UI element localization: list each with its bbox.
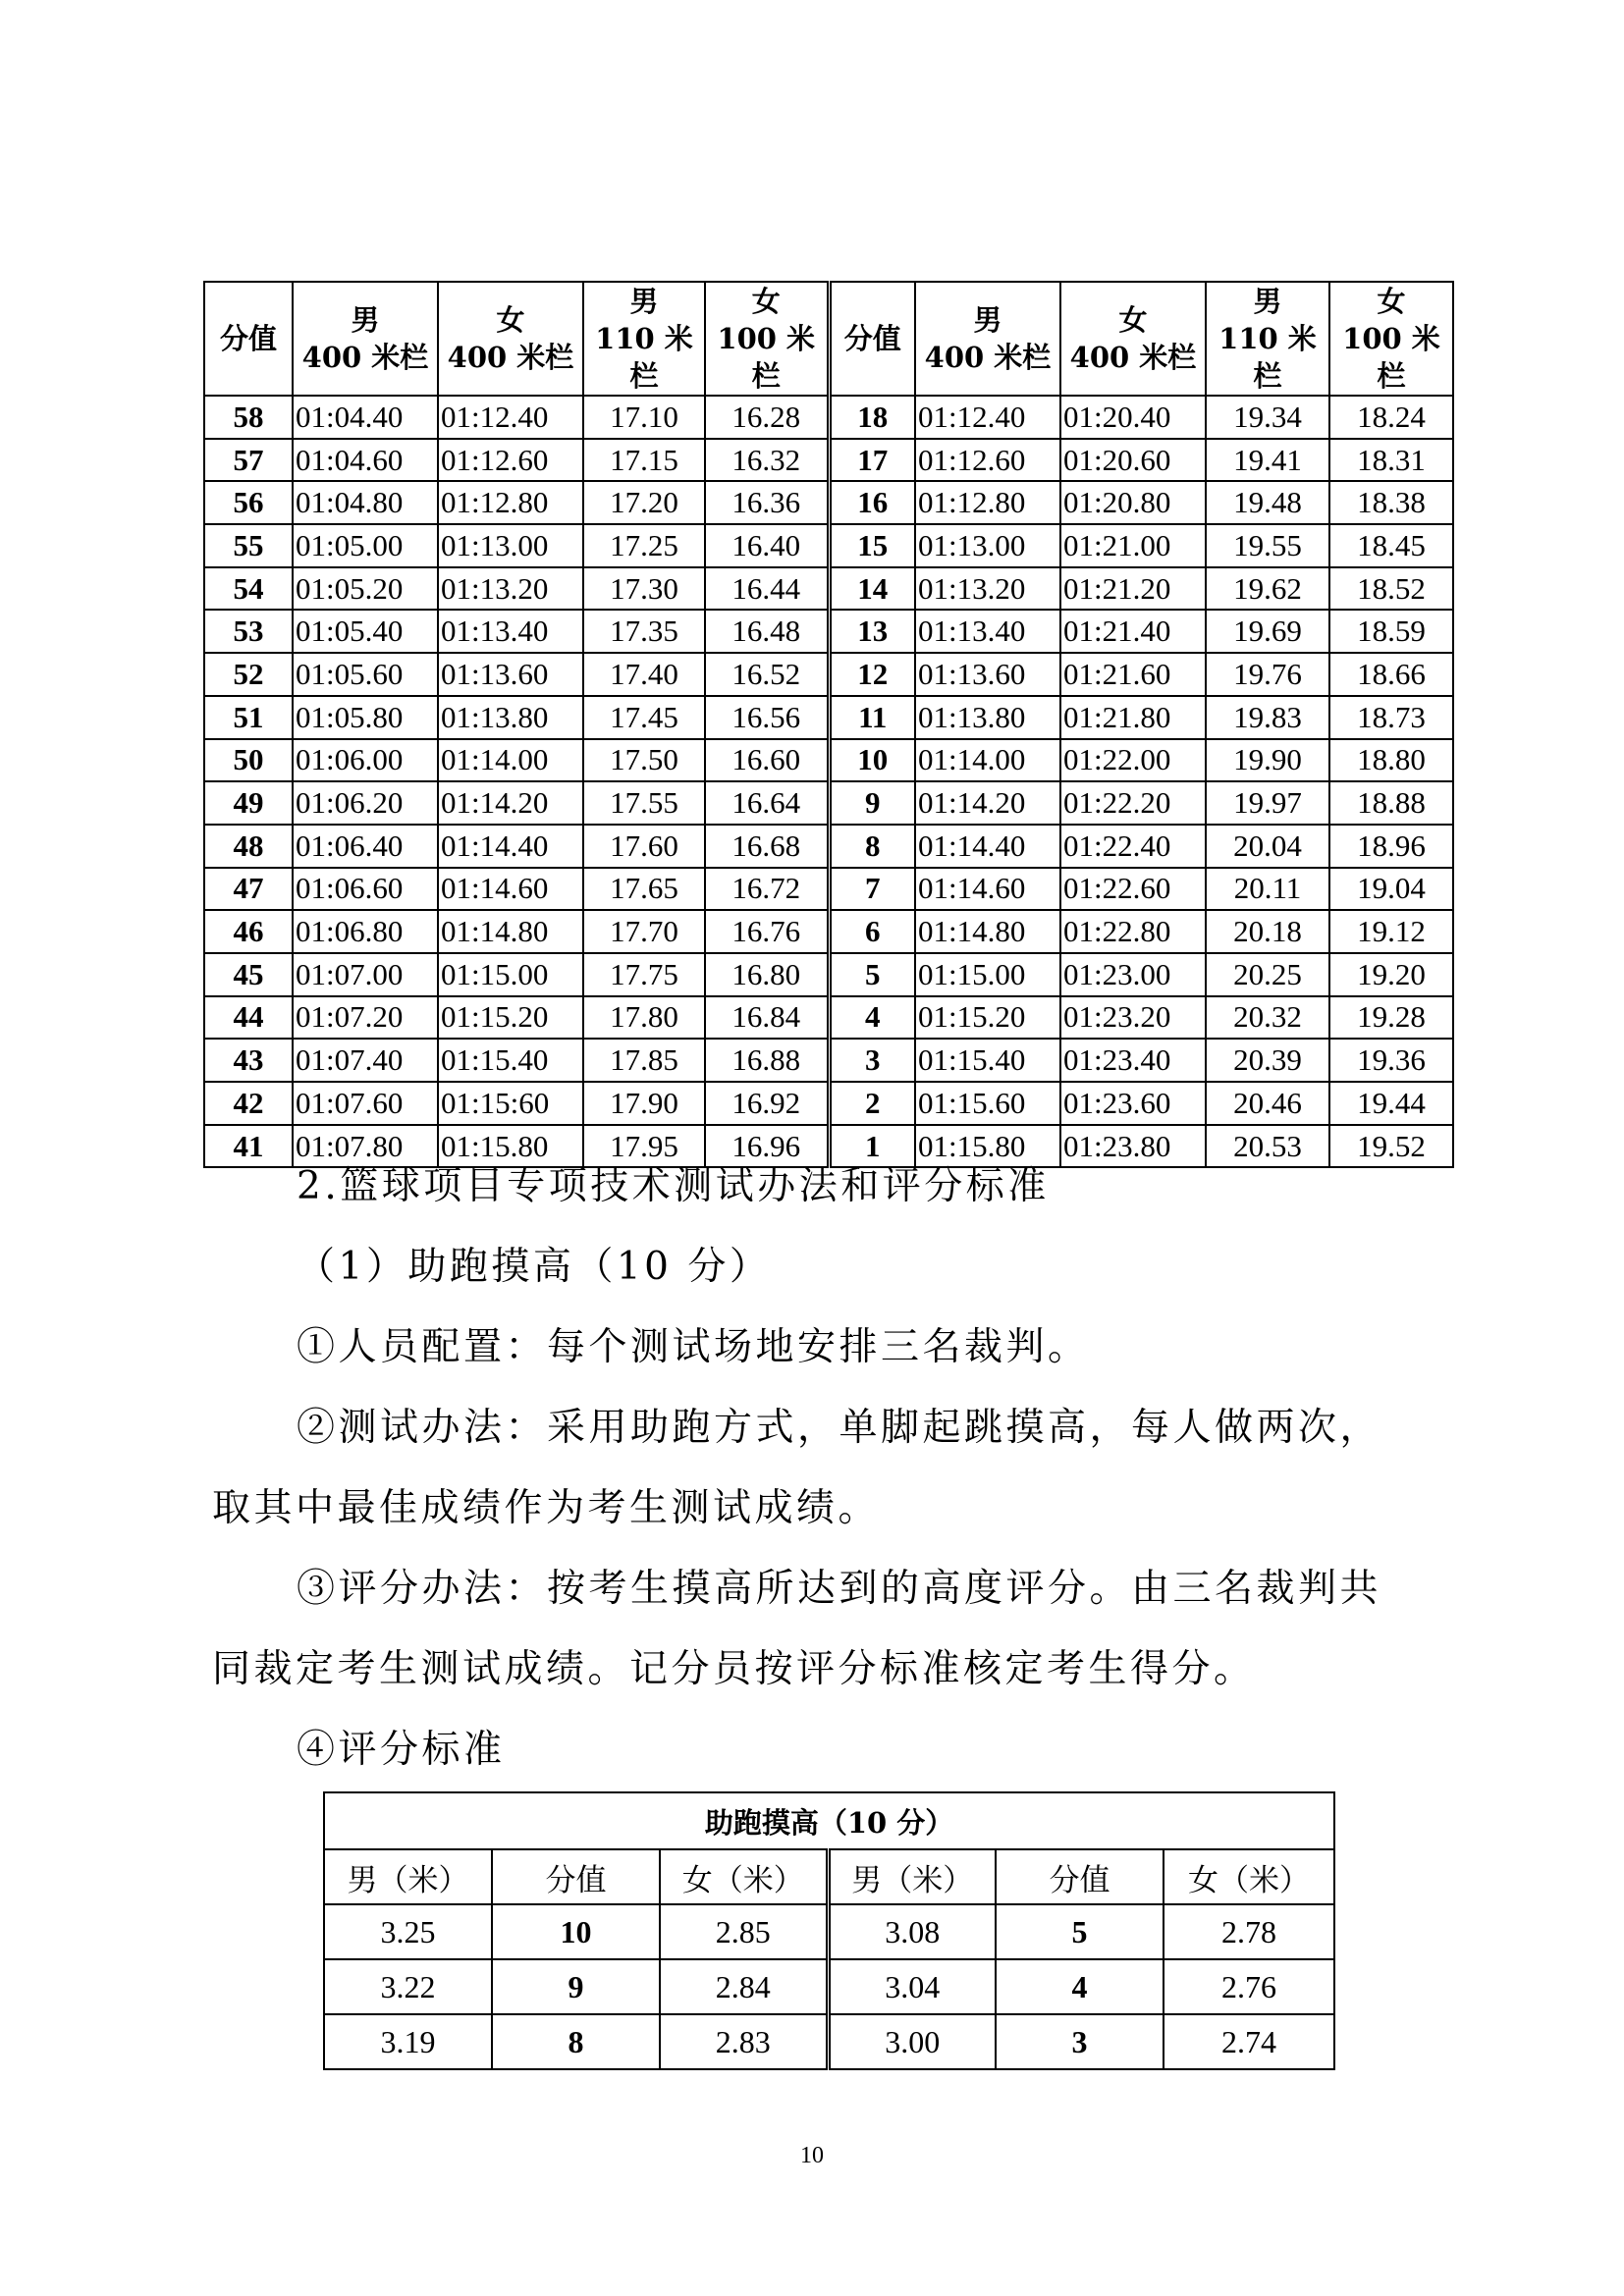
time-cell: 01:15.00: [438, 953, 583, 996]
time-cell: 01:06.80: [293, 910, 438, 953]
time-cell: 01:23.60: [1060, 1082, 1206, 1125]
score-cell: 7: [829, 868, 915, 911]
time-cell: 01:13.00: [915, 524, 1060, 567]
score-cell: 10: [829, 739, 915, 782]
table-row: [204, 910, 1453, 953]
time-cell: 01:22.40: [1060, 825, 1206, 868]
time-cell: 19.36: [1329, 1039, 1453, 1082]
score-cell: 1: [829, 1125, 915, 1168]
men-400m-hurdles-header: 男 400 米栏: [293, 282, 438, 396]
time-cell: 01:06.00: [293, 739, 438, 782]
time-cell: 17.80: [583, 996, 705, 1040]
time-cell: 20.32: [1206, 996, 1329, 1040]
time-cell: 01:14.80: [915, 910, 1060, 953]
table-row: [204, 1082, 1453, 1125]
table-title-row: [324, 1792, 1334, 1849]
time-cell: 01:07.20: [293, 996, 438, 1040]
height-cell: 2.78: [1164, 1904, 1334, 1959]
paragraph-staffing: ①人员配置：每个测试场地安排三名裁判。: [297, 1325, 1090, 1369]
time-cell: 01:14.40: [438, 825, 583, 868]
table-row: [204, 781, 1453, 825]
score-cell: 49: [204, 781, 293, 825]
time-cell: 01:07.80: [293, 1125, 438, 1168]
time-cell: 20.11: [1206, 868, 1329, 911]
paragraph-test-method: ②测试办法：采用助跑方式，单脚起跳摸高，每人做两次，: [297, 1406, 1382, 1450]
height-cell: 2.83: [660, 2014, 828, 2069]
time-cell: 01:22.60: [1060, 868, 1206, 911]
time-cell: 16.32: [705, 439, 829, 482]
score-cell: 3: [829, 1039, 915, 1082]
time-cell: 18.80: [1329, 739, 1453, 782]
time-cell: 18.66: [1329, 653, 1453, 696]
time-cell: 01:20.80: [1060, 481, 1206, 524]
score-cell: 42: [204, 1082, 293, 1125]
time-cell: 01:15.80: [438, 1125, 583, 1168]
time-cell: 01:15.00: [915, 953, 1060, 996]
score-cell: 55: [204, 524, 293, 567]
table-row: [204, 524, 1453, 567]
time-cell: 17.15: [583, 439, 705, 482]
time-cell: 01:13.40: [438, 610, 583, 653]
score-header: 分值: [829, 282, 915, 396]
score-cell: 4: [996, 1959, 1164, 2014]
table-title: 助跑摸高（10 分）: [324, 1792, 1334, 1849]
time-cell: 19.12: [1329, 910, 1453, 953]
time-cell: 01:21.40: [1060, 610, 1206, 653]
table-row: [204, 953, 1453, 996]
time-cell: 16.76: [705, 910, 829, 953]
table-row: [204, 653, 1453, 696]
table-header-row: [204, 282, 1453, 396]
time-cell: 19.52: [1329, 1125, 1453, 1168]
section-heading: 2.篮球项目专项技术测试办法和评分标准: [297, 1164, 1050, 1208]
time-cell: 01:14.00: [915, 739, 1060, 782]
time-cell: 01:15.60: [915, 1082, 1060, 1125]
time-cell: 01:07.40: [293, 1039, 438, 1082]
time-cell: 01:07.60: [293, 1082, 438, 1125]
score-header: 分值: [996, 1849, 1164, 1904]
score-cell: 15: [829, 524, 915, 567]
score-cell: 12: [829, 653, 915, 696]
women-100m-hurdles-header: 女 100 米栏: [1329, 282, 1453, 396]
score-cell: 2: [829, 1082, 915, 1125]
time-cell: 01:23.00: [1060, 953, 1206, 996]
score-cell: 8: [492, 2014, 660, 2069]
height-cell: 3.22: [324, 1959, 492, 2014]
time-cell: 18.45: [1329, 524, 1453, 567]
time-cell: 20.53: [1206, 1125, 1329, 1168]
men-110m-hurdles-header: 男 110 米栏: [1206, 282, 1329, 396]
subsection-heading: （1）助跑摸高（10 分）: [297, 1245, 772, 1289]
time-cell: 01:22.00: [1060, 739, 1206, 782]
time-cell: 01:14.60: [915, 868, 1060, 911]
score-cell: 4: [829, 996, 915, 1040]
height-cell: 3.04: [828, 1959, 996, 2014]
men-400m-hurdles-header: 男 400 米栏: [915, 282, 1060, 396]
time-cell: 16.96: [705, 1125, 829, 1168]
time-cell: 17.55: [583, 781, 705, 825]
time-cell: 01:12.80: [438, 481, 583, 524]
time-cell: 17.40: [583, 653, 705, 696]
score-cell: 5: [829, 953, 915, 996]
women-400m-hurdles-header: 女 400 米栏: [1060, 282, 1206, 396]
score-cell: 56: [204, 481, 293, 524]
time-cell: 17.70: [583, 910, 705, 953]
time-cell: 01:21.00: [1060, 524, 1206, 567]
time-cell: 19.97: [1206, 781, 1329, 825]
time-cell: 16.92: [705, 1082, 829, 1125]
time-cell: 01:13.20: [915, 567, 1060, 611]
table-header-row: [324, 1849, 1334, 1904]
women-100m-hurdles-header: 女 100 米栏: [705, 282, 829, 396]
time-cell: 01:06.20: [293, 781, 438, 825]
time-cell: 16.48: [705, 610, 829, 653]
time-cell: 01:12.40: [915, 396, 1060, 439]
time-cell: 01:13.20: [438, 567, 583, 611]
time-cell: 16.44: [705, 567, 829, 611]
time-cell: 19.20: [1329, 953, 1453, 996]
time-cell: 20.25: [1206, 953, 1329, 996]
time-cell: 16.80: [705, 953, 829, 996]
time-cell: 01:12.40: [438, 396, 583, 439]
score-cell: 18: [829, 396, 915, 439]
table-row: [324, 2014, 1334, 2069]
time-cell: 17.85: [583, 1039, 705, 1082]
time-cell: 19.62: [1206, 567, 1329, 611]
time-cell: 18.73: [1329, 696, 1453, 739]
hurdles-score-table: [203, 281, 1454, 1168]
time-cell: 18.31: [1329, 439, 1453, 482]
time-cell: 01:20.60: [1060, 439, 1206, 482]
time-cell: 01:15.40: [438, 1039, 583, 1082]
time-cell: 19.90: [1206, 739, 1329, 782]
time-cell: 01:07.00: [293, 953, 438, 996]
time-cell: 17.25: [583, 524, 705, 567]
table-row: [204, 481, 1453, 524]
time-cell: 16.56: [705, 696, 829, 739]
score-cell: 48: [204, 825, 293, 868]
score-header: 分值: [492, 1849, 660, 1904]
men-meters-header: 男（米）: [828, 1849, 996, 1904]
time-cell: 01:12.80: [915, 481, 1060, 524]
score-cell: 53: [204, 610, 293, 653]
score-header: 分值: [204, 282, 293, 396]
time-cell: 01:21.60: [1060, 653, 1206, 696]
score-cell: 57: [204, 439, 293, 482]
table-row: [204, 696, 1453, 739]
time-cell: 16.88: [705, 1039, 829, 1082]
table-row: [204, 396, 1453, 439]
time-cell: 01:04.80: [293, 481, 438, 524]
paragraph-scoring-method: ③评分办法：按考生摸高所达到的高度评分。由三名裁判共: [297, 1567, 1382, 1611]
time-cell: 01:15.40: [915, 1039, 1060, 1082]
score-cell: 8: [829, 825, 915, 868]
page-number: 10: [800, 2143, 824, 2168]
table-row: [204, 825, 1453, 868]
running-touch-score-table: [323, 1791, 1335, 2070]
time-cell: 20.18: [1206, 910, 1329, 953]
table-row: [204, 1039, 1453, 1082]
time-cell: 01:21.80: [1060, 696, 1206, 739]
time-cell: 01:22.20: [1060, 781, 1206, 825]
time-cell: 17.95: [583, 1125, 705, 1168]
time-cell: 01:20.40: [1060, 396, 1206, 439]
time-cell: 01:05.20: [293, 567, 438, 611]
time-cell: 17.35: [583, 610, 705, 653]
time-cell: 01:15.20: [915, 996, 1060, 1040]
height-cell: 3.00: [828, 2014, 996, 2069]
score-cell: 10: [492, 1904, 660, 1959]
height-cell: 2.84: [660, 1959, 828, 2014]
score-cell: 52: [204, 653, 293, 696]
score-cell: 13: [829, 610, 915, 653]
score-cell: 44: [204, 996, 293, 1040]
score-cell: 9: [492, 1959, 660, 2014]
time-cell: 20.04: [1206, 825, 1329, 868]
time-cell: 16.36: [705, 481, 829, 524]
time-cell: 01:04.40: [293, 396, 438, 439]
time-cell: 01:14.20: [438, 781, 583, 825]
time-cell: 01:13.80: [438, 696, 583, 739]
time-cell: 01:14.40: [915, 825, 1060, 868]
time-cell: 18.59: [1329, 610, 1453, 653]
time-cell: 01:14.20: [915, 781, 1060, 825]
time-cell: 01:06.60: [293, 868, 438, 911]
time-cell: 01:23.80: [1060, 1125, 1206, 1168]
time-cell: 20.39: [1206, 1039, 1329, 1082]
men-110m-hurdles-header: 男 110 米栏: [583, 282, 705, 396]
time-cell: 18.24: [1329, 396, 1453, 439]
time-cell: 01:13.80: [915, 696, 1060, 739]
time-cell: 19.69: [1206, 610, 1329, 653]
score-cell: 9: [829, 781, 915, 825]
time-cell: 01:13.60: [438, 653, 583, 696]
time-cell: 16.52: [705, 653, 829, 696]
score-cell: 51: [204, 696, 293, 739]
time-cell: 01:06.40: [293, 825, 438, 868]
time-cell: 16.84: [705, 996, 829, 1040]
table-row: [204, 610, 1453, 653]
time-cell: 01:23.40: [1060, 1039, 1206, 1082]
time-cell: 19.44: [1329, 1082, 1453, 1125]
height-cell: 3.19: [324, 2014, 492, 2069]
paragraph-test-method-cont: 取其中最佳成绩作为考生测试成绩。: [212, 1486, 881, 1530]
score-cell: 16: [829, 481, 915, 524]
time-cell: 19.41: [1206, 439, 1329, 482]
score-cell: 11: [829, 696, 915, 739]
time-cell: 01:22.80: [1060, 910, 1206, 953]
time-cell: 01:12.60: [438, 439, 583, 482]
score-cell: 58: [204, 396, 293, 439]
time-cell: 19.55: [1206, 524, 1329, 567]
time-cell: 01:21.20: [1060, 567, 1206, 611]
score-cell: 45: [204, 953, 293, 996]
score-cell: 50: [204, 739, 293, 782]
time-cell: 16.60: [705, 739, 829, 782]
score-cell: 6: [829, 910, 915, 953]
women-400m-hurdles-header: 女 400 米栏: [438, 282, 583, 396]
time-cell: 19.83: [1206, 696, 1329, 739]
score-cell: 3: [996, 2014, 1164, 2069]
time-cell: 19.34: [1206, 396, 1329, 439]
time-cell: 17.75: [583, 953, 705, 996]
time-cell: 19.28: [1329, 996, 1453, 1040]
time-cell: 17.60: [583, 825, 705, 868]
time-cell: 16.64: [705, 781, 829, 825]
women-meters-header: 女（米）: [1164, 1849, 1334, 1904]
time-cell: 01:13.00: [438, 524, 583, 567]
time-cell: 01:04.60: [293, 439, 438, 482]
time-cell: 17.65: [583, 868, 705, 911]
time-cell: 16.28: [705, 396, 829, 439]
table-row: [204, 567, 1453, 611]
time-cell: 01:23.20: [1060, 996, 1206, 1040]
score-cell: 43: [204, 1039, 293, 1082]
time-cell: 17.20: [583, 481, 705, 524]
height-cell: 2.74: [1164, 2014, 1334, 2069]
time-cell: 17.10: [583, 396, 705, 439]
time-cell: 01:05.40: [293, 610, 438, 653]
time-cell: 17.90: [583, 1082, 705, 1125]
paragraph-scoring-method-cont: 同裁定考生测试成绩。记分员按评分标准核定考生得分。: [212, 1647, 1256, 1691]
score-cell: 17: [829, 439, 915, 482]
time-cell: 01:15.80: [915, 1125, 1060, 1168]
height-cell: 2.85: [660, 1904, 828, 1959]
score-cell: 5: [996, 1904, 1164, 1959]
time-cell: 01:15:60: [438, 1082, 583, 1125]
time-cell: 01:14.00: [438, 739, 583, 782]
time-cell: 18.38: [1329, 481, 1453, 524]
score-cell: 14: [829, 567, 915, 611]
score-cell: 41: [204, 1125, 293, 1168]
score-cell: 47: [204, 868, 293, 911]
table-row: [324, 1904, 1334, 1959]
time-cell: 16.40: [705, 524, 829, 567]
time-cell: 01:05.00: [293, 524, 438, 567]
paragraph-scoring-standard: ④评分标准: [297, 1728, 506, 1772]
time-cell: 20.46: [1206, 1082, 1329, 1125]
time-cell: 01:12.60: [915, 439, 1060, 482]
table-row: [324, 1959, 1334, 2014]
time-cell: 01:13.60: [915, 653, 1060, 696]
time-cell: 01:05.80: [293, 696, 438, 739]
table-row: [204, 439, 1453, 482]
time-cell: 17.45: [583, 696, 705, 739]
time-cell: 18.88: [1329, 781, 1453, 825]
time-cell: 18.96: [1329, 825, 1453, 868]
time-cell: 01:14.60: [438, 868, 583, 911]
time-cell: 17.50: [583, 739, 705, 782]
table-row: [204, 739, 1453, 782]
time-cell: 18.52: [1329, 567, 1453, 611]
time-cell: 01:13.40: [915, 610, 1060, 653]
time-cell: 16.72: [705, 868, 829, 911]
time-cell: 16.68: [705, 825, 829, 868]
time-cell: 01:05.60: [293, 653, 438, 696]
height-cell: 2.76: [1164, 1959, 1334, 2014]
women-meters-header: 女（米）: [660, 1849, 828, 1904]
time-cell: 17.30: [583, 567, 705, 611]
table-row: [204, 868, 1453, 911]
time-cell: 19.76: [1206, 653, 1329, 696]
men-meters-header: 男（米）: [324, 1849, 492, 1904]
height-cell: 3.25: [324, 1904, 492, 1959]
table-row: [204, 996, 1453, 1040]
score-cell: 54: [204, 567, 293, 611]
score-cell: 46: [204, 910, 293, 953]
time-cell: 19.48: [1206, 481, 1329, 524]
time-cell: 01:14.80: [438, 910, 583, 953]
height-cell: 3.08: [828, 1904, 996, 1959]
time-cell: 19.04: [1329, 868, 1453, 911]
time-cell: 01:15.20: [438, 996, 583, 1040]
